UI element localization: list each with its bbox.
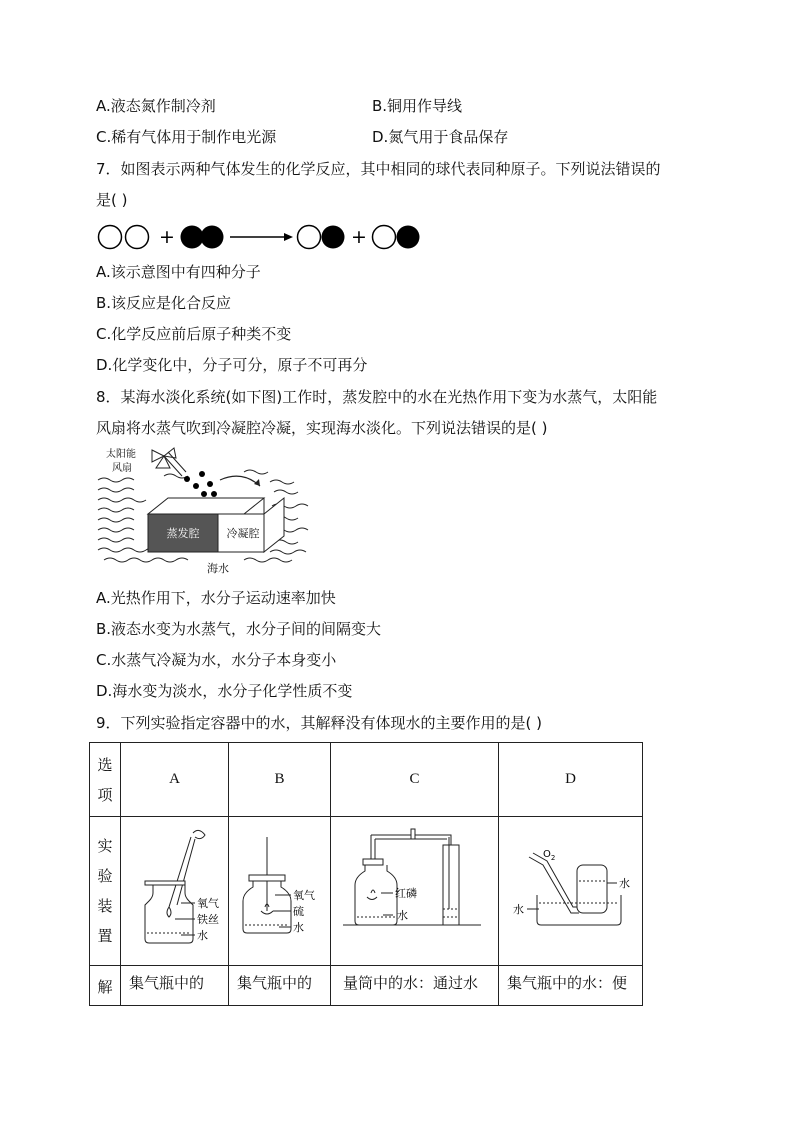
explanation-b: 集气瓶中的 — [229, 966, 331, 1006]
row-label-char: 实 — [97, 837, 113, 855]
q6-option-a: A.液态氮作制冷剂 — [96, 97, 216, 115]
explanation-d: 集气瓶中的水：便 — [499, 966, 643, 1006]
q7-stem-line2: 是( ) — [96, 191, 128, 209]
label-water: 水 — [197, 929, 208, 942]
sulfur-in-oxygen-diagram — [229, 817, 330, 961]
water-vapor-dots — [184, 471, 217, 497]
table-row — [90, 966, 643, 1006]
molecule-white-white — [99, 226, 149, 249]
molecule-white-black — [373, 226, 420, 249]
q8-stem-line1: 8．某海水淡化系统(如下图)工作时，蒸发腔中的水在光热作用下变为水蒸气，太阳能 — [96, 388, 658, 406]
q7-option-b: B.该反应是化合反应 — [96, 294, 232, 312]
arrow-right-icon — [230, 233, 293, 241]
row-label-char: 置 — [97, 927, 113, 945]
apparatus-c — [331, 817, 499, 966]
label-water: 水 — [397, 909, 408, 922]
explanation-a: 集气瓶中的 — [121, 966, 229, 1006]
q8-option-b: B.液态水变为水蒸气，水分子间的间隔变大 — [96, 620, 382, 638]
red-phosphorus-cylinder-diagram — [331, 817, 498, 961]
q9-stem: 9．下列实验指定容器中的水，其解释没有体现水的主要作用的是( ) — [96, 714, 543, 732]
label-red-phosphorus: 红磷 — [395, 887, 417, 900]
molecule-white-black — [298, 226, 345, 249]
row-label-char: 装 — [97, 897, 113, 915]
q7-option-c: C.化学反应前后原子种类不变 — [96, 325, 292, 343]
q8-option-a: A.光热作用下，水分子运动速率加快 — [96, 589, 336, 607]
plus-sign: + — [351, 226, 367, 248]
row-label-apparatus — [90, 817, 121, 966]
explanation-c: 量筒中的水：通过水 — [331, 966, 499, 1006]
solar-fan-icon — [152, 448, 186, 476]
table-row — [90, 817, 643, 966]
q8-option-d: D.海水变为淡水，水分子化学性质不变 — [96, 682, 353, 700]
column-header-b: B — [229, 743, 331, 817]
label-water-bottle: 水 — [619, 877, 630, 890]
column-header-a: A — [121, 743, 229, 817]
plus-sign: + — [159, 226, 175, 248]
row-label-char: 选 — [97, 755, 113, 774]
column-header-d: D — [499, 743, 643, 817]
q8-desalination-diagram — [94, 446, 310, 580]
apparatus-d — [499, 817, 643, 966]
o2-symbol: O — [543, 849, 551, 860]
q6-option-c: C.稀有气体用于制作电光源 — [96, 128, 277, 146]
condensation-chamber-label: 冷凝腔 — [226, 527, 260, 540]
fan-label-line1: 太阳能 — [106, 449, 136, 460]
row-label-options — [90, 743, 121, 817]
fan-label-line2: 风扇 — [112, 463, 132, 474]
apparatus-a — [121, 817, 229, 966]
q6-option-b: B.铜用作导线 — [372, 97, 463, 115]
label-water: 水 — [293, 921, 304, 934]
q7-stem-line1: 7．如图表示两种气体发生的化学反应，其中相同的球代表同种原子。下列说法错误的 — [96, 160, 661, 178]
apparatus-b — [229, 817, 331, 966]
oxygen-collection-diagram — [499, 817, 642, 961]
q7-option-a: A.该示意图中有四种分子 — [96, 263, 261, 281]
q9-experiment-table — [89, 742, 643, 1006]
evaporation-chamber-label: 蒸发腔 — [166, 527, 200, 540]
o2-subscript: 2 — [550, 854, 556, 862]
label-oxygen: 氧气 — [197, 897, 219, 910]
row-label-explanation: 解 — [90, 966, 121, 1006]
row-label-char: 项 — [97, 785, 113, 804]
molecule-black-black — [181, 226, 224, 249]
iron-wire-in-oxygen-diagram — [121, 817, 228, 961]
table-row — [90, 743, 643, 817]
label-oxygen: 氧气 — [293, 889, 315, 902]
seawater-label: 海水 — [207, 562, 229, 575]
q8-stem-line2: 风扇将水蒸气吹到冷凝腔冷凝，实现海水淡化。下列说法错误的是( ) — [96, 419, 548, 437]
label-water-trough: 水 — [513, 903, 524, 916]
label-iron-wire: 铁丝 — [197, 913, 219, 926]
q7-reaction-diagram — [96, 220, 426, 254]
row-label-char: 验 — [97, 867, 113, 885]
column-header-c: C — [331, 743, 499, 817]
q6-option-d: D.氮气用于食品保存 — [372, 128, 509, 146]
label-sulfur: 硫 — [293, 905, 304, 918]
q8-option-c: C.水蒸气冷凝为水，水分子本身变小 — [96, 651, 337, 669]
q7-option-d: D.化学变化中，分子可分，原子不可再分 — [96, 356, 368, 374]
